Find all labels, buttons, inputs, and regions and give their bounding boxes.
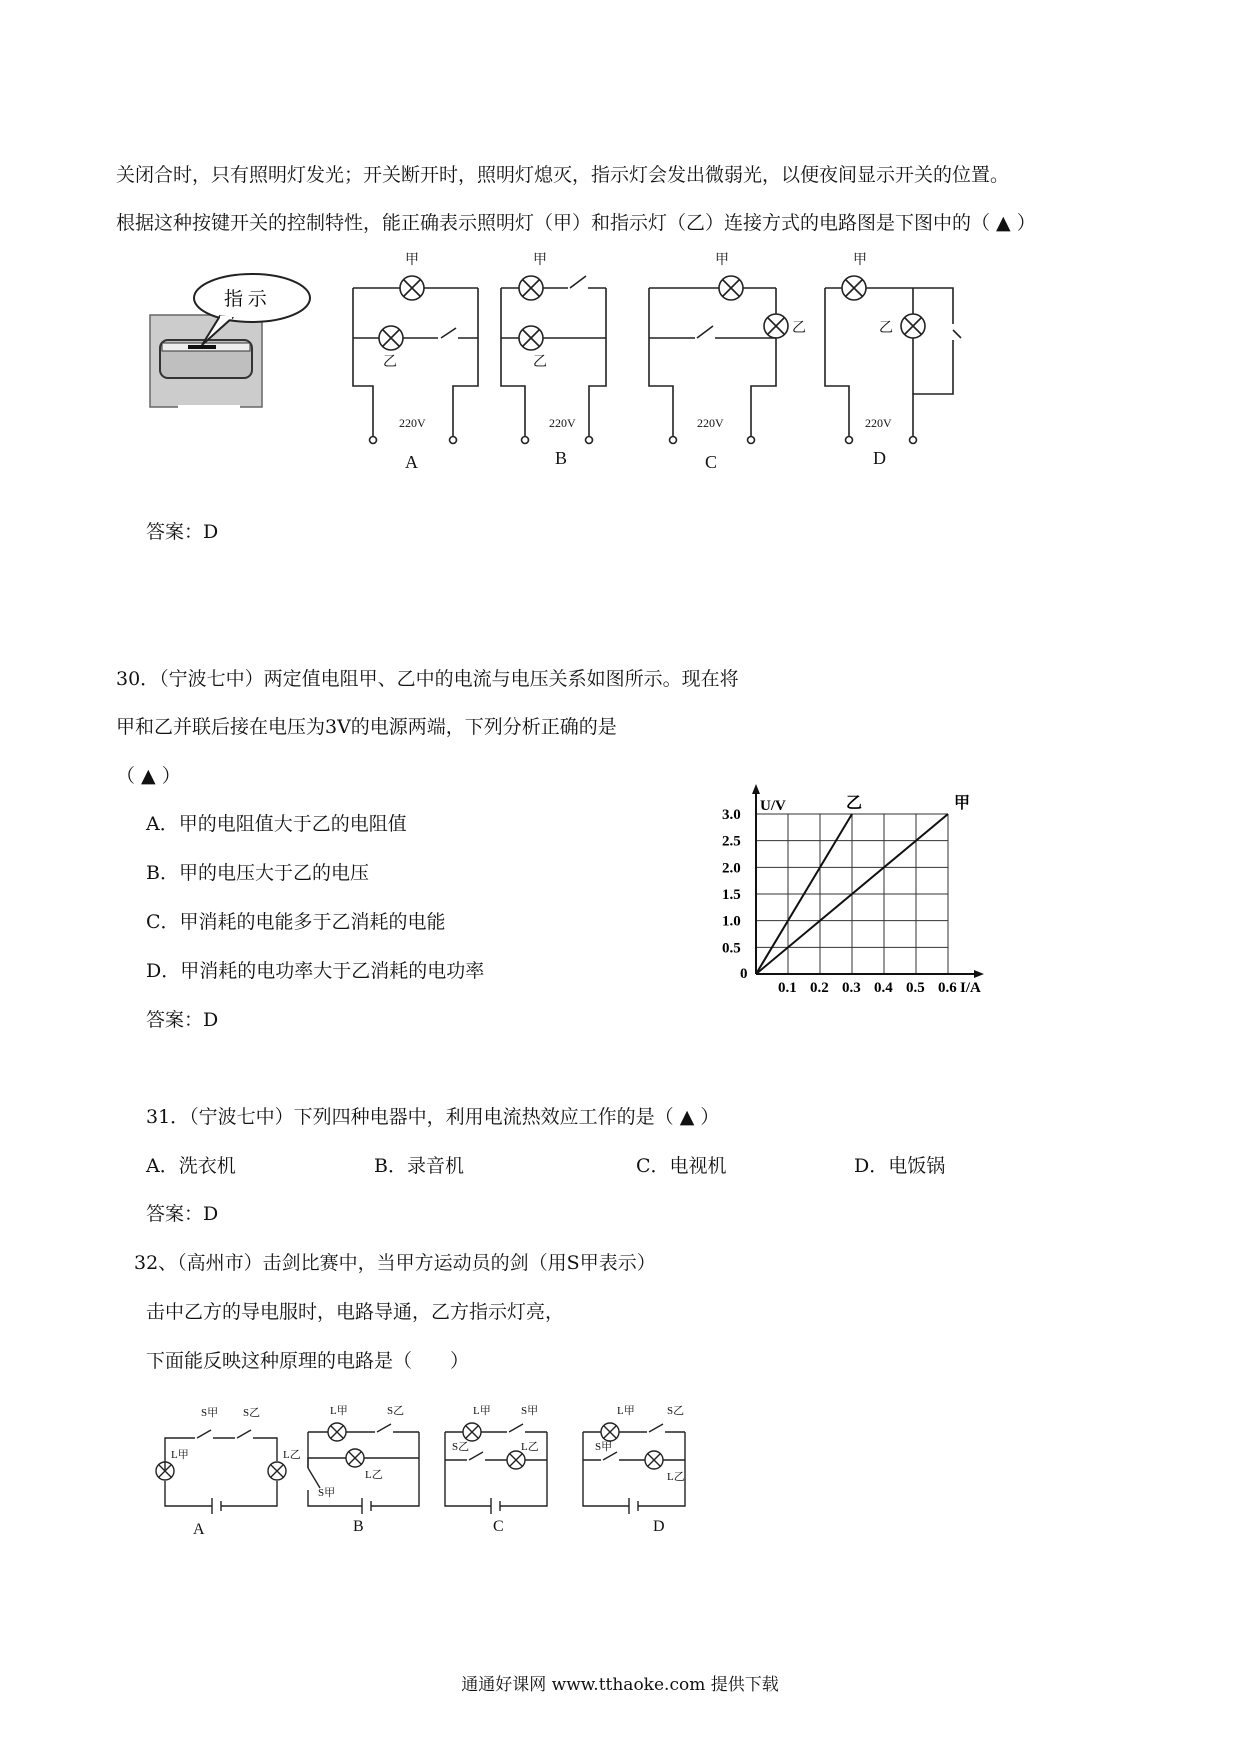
option-b-label: B	[555, 448, 568, 468]
x-tick-label: 0.3	[842, 980, 861, 996]
x-tick-label: 0.2	[810, 980, 829, 996]
q32-circuit-b	[308, 1423, 419, 1514]
q32-option-a: A	[193, 1521, 205, 1536]
y-axis-arrow	[752, 784, 760, 794]
a-yi-label: 乙	[383, 355, 397, 370]
q31-choice-a: A．洗衣机	[146, 1155, 236, 1177]
qb-s-yi: S乙	[387, 1405, 405, 1417]
q29-circuit-options	[343, 246, 971, 476]
q30-choice-b: B．甲的电压大于乙的电压	[146, 862, 369, 884]
x-tick-label: 0.5	[906, 980, 925, 996]
q32-option-b: B	[353, 1518, 364, 1535]
qa-s-jia: S甲	[201, 1407, 219, 1419]
q30-blank: （ ▲ ）	[116, 765, 181, 787]
b-jia-label: 甲	[533, 253, 547, 268]
x-tick-label: 0.1	[778, 980, 797, 996]
ui-graph	[714, 784, 1002, 1004]
qd-s-jia: S甲	[595, 1441, 613, 1453]
c-voltage: 220V	[697, 416, 724, 430]
circuit-d	[825, 276, 961, 444]
q32-circuit-options	[155, 1398, 700, 1536]
option-c-label: C	[705, 452, 718, 472]
a-voltage: 220V	[399, 416, 426, 430]
q30-line2: 甲和乙并联后接在电压为3V的电源两端，下列分析正确的是	[116, 716, 617, 738]
qa-s-yi: S乙	[243, 1407, 261, 1419]
q32-circuit-a	[156, 1430, 286, 1514]
push-switch-illustration	[140, 270, 320, 445]
qa-l-jia: L甲	[171, 1449, 189, 1461]
b-yi-label: 乙	[533, 355, 547, 370]
c-jia-label: 甲	[715, 253, 729, 268]
q31-choice-c: C．电视机	[636, 1155, 727, 1177]
y-tick-label: 1.5	[722, 887, 741, 903]
a-jia-label: 甲	[405, 253, 419, 268]
option-a-label: A	[405, 452, 418, 472]
qc-s-jia: S甲	[521, 1405, 539, 1417]
qd-l-yi: L乙	[667, 1471, 685, 1483]
q29-line2: 根据这种按键开关的控制特性，能正确表示照明灯（甲）和指示灯（乙）连接方式的电路图是下图中的（ ▲ ）	[116, 212, 1036, 234]
page-footer: 通通好课网 www.tthaoke.com 提供下载	[461, 1675, 779, 1695]
y-tick-label: 1.0	[722, 913, 741, 930]
switch-label: 指 示	[224, 289, 267, 310]
qb-l-yi: L乙	[365, 1469, 383, 1481]
d-jia-label: 甲	[853, 253, 867, 268]
y-tick-label: 3.0	[722, 807, 741, 823]
c-yi-label: 乙	[792, 321, 806, 336]
qc-l-jia: L甲	[473, 1405, 491, 1417]
q32-circuit-c	[445, 1423, 547, 1514]
series-label: 甲	[954, 795, 971, 812]
x-tick-label: 0.4	[874, 980, 893, 996]
y-axis-label: U/V	[760, 798, 786, 814]
q31-answer: 答案：D	[146, 1203, 219, 1225]
q30-choice-a: A．甲的电阻值大于乙的电阻值	[146, 813, 407, 835]
x-axis-label: I/A	[960, 980, 981, 996]
x-tick-label: 0.6	[938, 980, 957, 996]
option-d-label: D	[873, 448, 886, 468]
x-axis-arrow	[974, 970, 984, 978]
d-voltage: 220V	[865, 416, 892, 430]
d-yi-label: 乙	[879, 321, 893, 336]
q30-line1: 30．（宁波七中）两定值电阻甲、乙中的电流与电压关系如图所示。现在将	[116, 668, 739, 690]
qa-l-yi: L乙	[283, 1449, 301, 1461]
q32-line1: 32、（高州市）击剑比赛中，当甲方运动员的剑（用S甲表示）	[134, 1252, 656, 1274]
q32-line2: 击中乙方的导电服时，电路导通，乙方指示灯亮，	[146, 1301, 565, 1323]
q31-line1: 31．（宁波七中）下列四种电器中，利用电流热效应工作的是（ ▲ ）	[146, 1106, 720, 1128]
qb-s-jia: S甲	[318, 1487, 336, 1499]
q32-option-d: D	[653, 1518, 665, 1535]
q31-choice-d: D．电饭锅	[854, 1155, 946, 1177]
q32-circuit-d	[583, 1423, 685, 1514]
y-tick-label: 0.5	[722, 940, 741, 957]
q30-answer: 答案：D	[146, 1009, 219, 1031]
y-tick-label: 2.5	[722, 833, 741, 850]
q32-option-c: C	[493, 1518, 504, 1535]
qd-s-yi: S乙	[667, 1405, 685, 1417]
q29-line1: 关闭合时，只有照明灯发光；开关断开时，照明灯熄灭，指示灯会发出微弱光，以便夜间显示开关的位置。	[116, 164, 1010, 186]
q29-answer: 答案：D	[146, 521, 219, 543]
series-label: 乙	[846, 795, 863, 812]
qc-s-yi: S乙	[452, 1441, 470, 1453]
b-voltage: 220V	[549, 416, 576, 430]
y-tick-label: 2.0	[722, 860, 741, 877]
qb-l-jia: L甲	[330, 1405, 348, 1417]
q30-choice-c: C．甲消耗的电能多于乙消耗的电能	[146, 911, 446, 933]
q31-choice-b: B．录音机	[374, 1155, 464, 1177]
qd-l-jia: L甲	[617, 1405, 635, 1417]
q30-choice-d: D．甲消耗的电功率大于乙消耗的电功率	[146, 960, 485, 982]
q32-line3: 下面能反映这种原理的电路是（ ）	[146, 1350, 470, 1372]
qc-l-yi: L乙	[521, 1441, 539, 1453]
origin-label: 0	[740, 966, 748, 982]
